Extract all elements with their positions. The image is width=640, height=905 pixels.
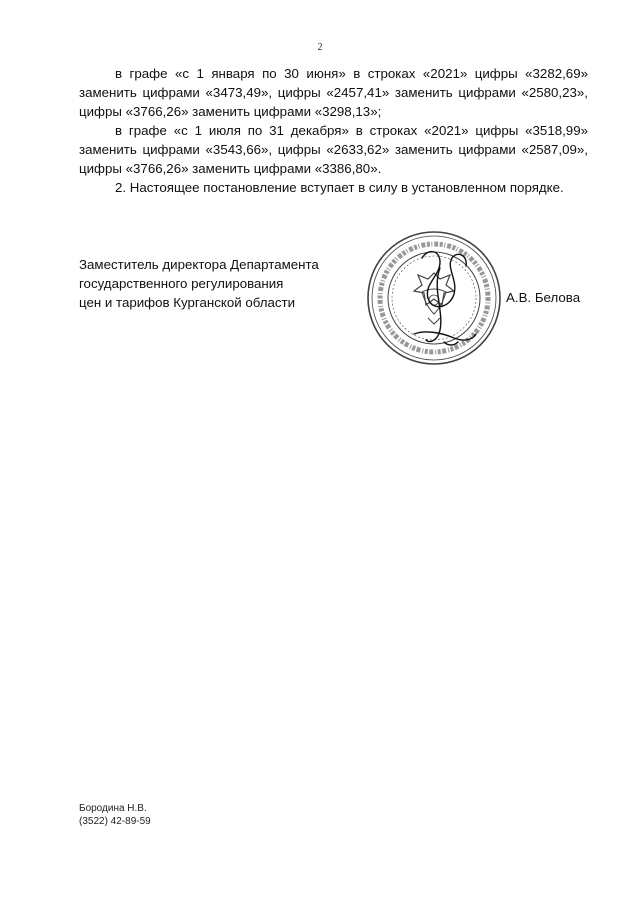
paragraph-first-half-year: в графе «с 1 января по 30 июня» в строках «2021» цифры «3282,69» заменить цифрами «3473,49», цифры «2457,41» заменить цифрами «2580,23», цифры «3766,26» заменить цифрами «3298,13»; (79, 66, 588, 119)
paragraph-second-half-year: в графе «с 1 июля по 31 декабря» в строках «2021» цифры «3518,99» заменить цифрами «3543,66», цифры «2633,62» заменить цифрами «2587,09», цифры «3766,26» заменить цифрами «3386,80». (79, 123, 588, 176)
signature-position-line: цен и тарифов Курганской области (79, 295, 296, 310)
footer-author: Бородина Н.В. (79, 803, 147, 814)
paragraph-effective-date: 2. Настоящее постановление вступает в силу в установленном порядке. (115, 180, 564, 195)
footer-contact (79, 802, 151, 828)
footer-phone: (3522) 42-89-59 (79, 816, 151, 827)
handwritten-signature-icon (384, 238, 494, 358)
signature-position (79, 255, 349, 312)
signature-position-line: государственного регулирования (79, 276, 284, 291)
body-text (79, 64, 588, 197)
page-number: 2 (317, 42, 323, 53)
signature-position-line: Заместитель директора Департамента (79, 257, 319, 272)
signatory-name: А.В. Белова (506, 290, 581, 305)
